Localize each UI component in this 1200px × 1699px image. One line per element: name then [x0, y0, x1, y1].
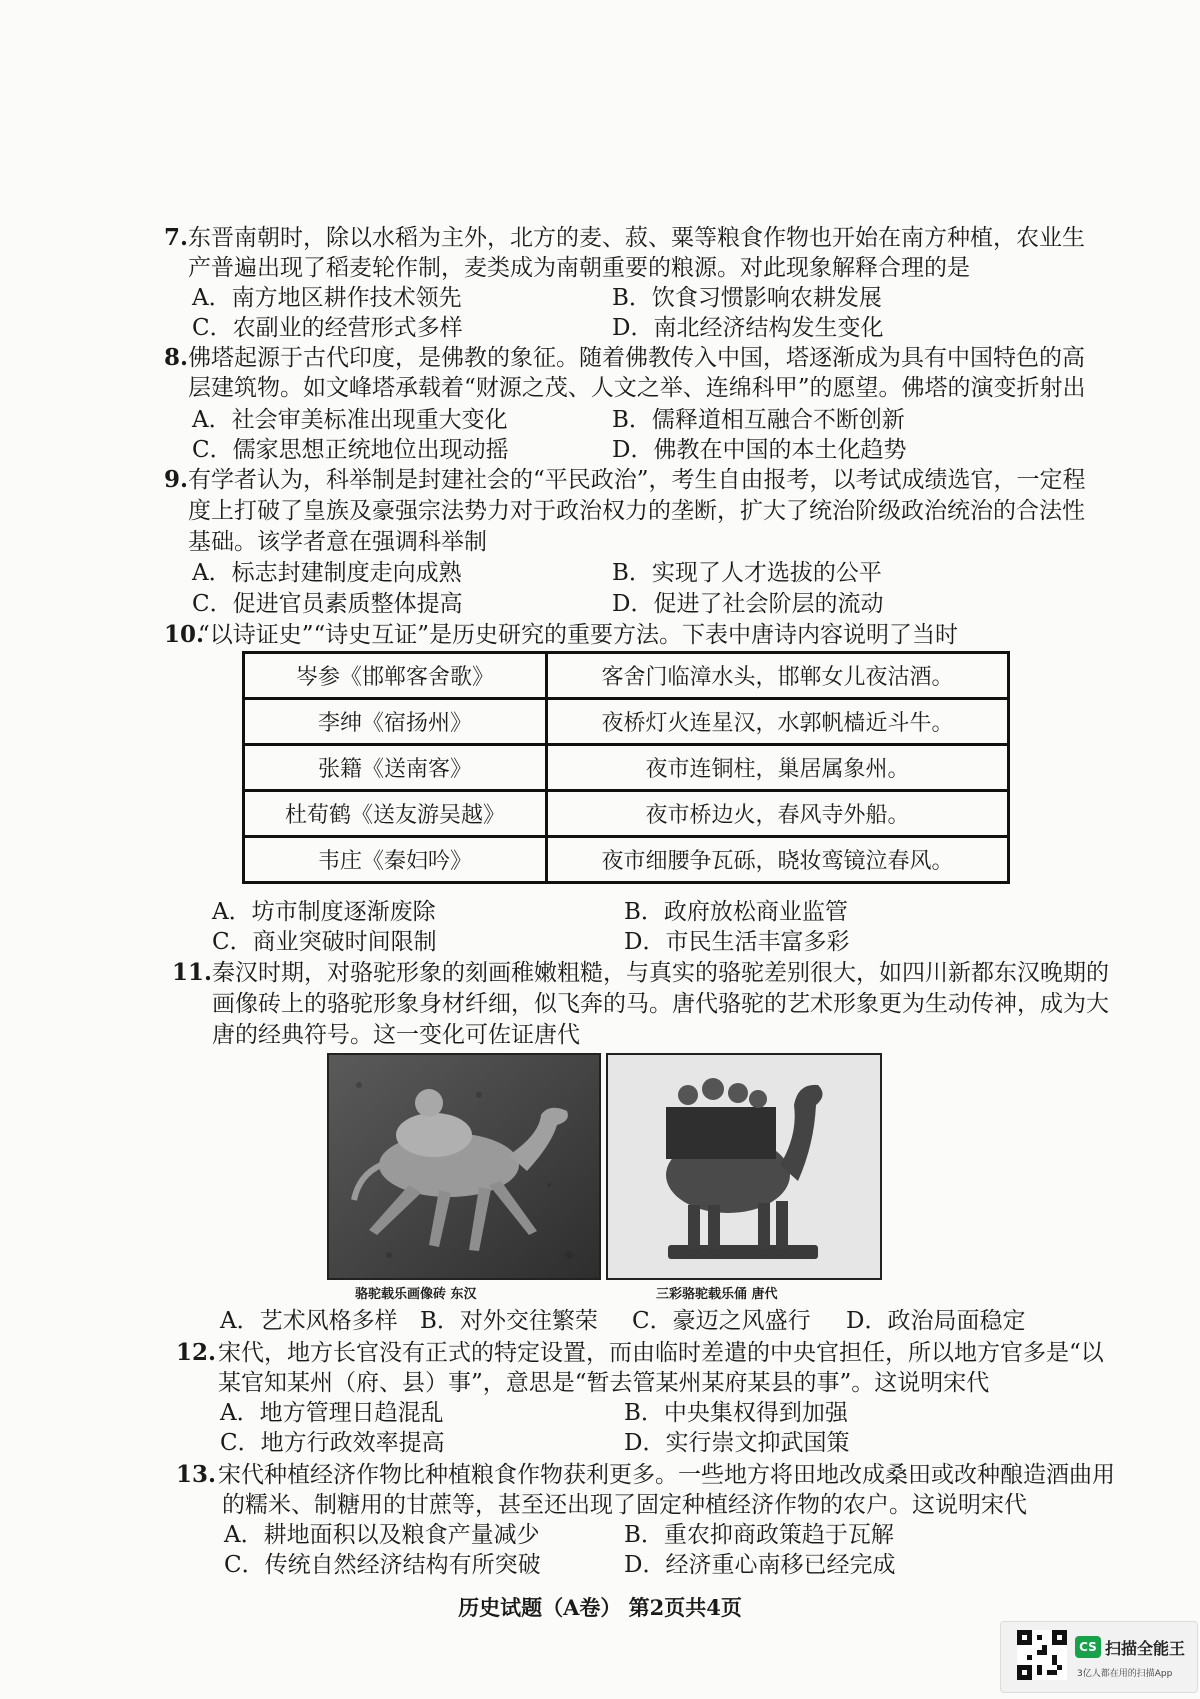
option-a: A．坊市制度逐渐废除 — [212, 899, 436, 925]
poem-source: 杜荀鹤《送友游吴越》 — [244, 791, 547, 837]
option-b: B．儒释道相互融合不断创新 — [612, 407, 905, 433]
table-row — [244, 653, 1009, 699]
poem-source: 李绅《宿扬州》 — [244, 699, 547, 745]
question-number: 10. — [164, 621, 205, 648]
question-number: 9. — [164, 466, 189, 493]
option-c: C．豪迈之风盛行 — [632, 1308, 811, 1334]
option-d: D．政治局面稳定 — [846, 1308, 1026, 1334]
poem-verse: 夜市连铜柱，巢居属象州。 — [547, 745, 1009, 791]
question-stem-line: 东晋南朝时，除以水稻为主外，北方的麦、菽、粟等粮食作物也开始在南方种植，农业生 — [188, 225, 1085, 251]
option-a: A．社会审美标准出现重大变化 — [192, 407, 508, 433]
scanner-watermark — [1000, 1621, 1198, 1693]
option-a: A．南方地区耕作技术领先 — [192, 285, 462, 311]
poem-table — [242, 651, 1010, 884]
question-number: 7. — [164, 224, 189, 251]
question-stem-line: 宋代，地方长官没有正式的特定设置，而由临时差遣的中央官担任，所以地方官多是“以 — [218, 1340, 1104, 1366]
option-d: D．经济重心南移已经完成 — [624, 1552, 896, 1578]
question-stem-line: 秦汉时期，对骆驼形象的刻画稚嫩粗糙，与真实的骆驼差别很大，如四川新都东汉晚期的 — [212, 960, 1109, 986]
question-number: 11. — [172, 959, 213, 986]
watermark-title: 扫描全能王 — [1105, 1639, 1186, 1658]
question-stem-line: “以诗证史”“诗史互证”是历史研究的重要方法。下表中唐诗内容说明了当时 — [198, 622, 959, 648]
poem-source: 韦庄《秦妇吟》 — [244, 837, 547, 883]
page-footer: 历史试题（A卷） 第2页共4页 — [458, 1595, 742, 1620]
poem-verse: 夜市桥边火，春风寺外船。 — [547, 791, 1009, 837]
question-stem-line: 唐的经典符号。这一变化可佐证唐代 — [212, 1022, 580, 1048]
table-row — [244, 791, 1009, 837]
qr-code-icon — [1017, 1630, 1067, 1680]
question-stem-line: 度上打破了皇族及豪强宗法势力对于政治权力的垄断，扩大了统治阶级政治统治的合法性 — [188, 498, 1085, 524]
option-b: B．对外交往繁荣 — [420, 1308, 598, 1334]
option-a: A．艺术风格多样 — [220, 1308, 398, 1334]
option-c: C．地方行政效率提高 — [220, 1430, 445, 1456]
option-a: A．地方管理日趋混乱 — [220, 1400, 444, 1426]
question-stem-line: 佛塔起源于古代印度，是佛教的象征。随着佛教传入中国，塔逐渐成为具有中国特色的高 — [188, 345, 1085, 371]
watermark-subtitle: 3亿人都在用的扫描App — [1077, 1669, 1173, 1679]
option-a: A．耕地面积以及粮食产量减少 — [224, 1522, 540, 1548]
poem-verse: 夜桥灯火连星汉，水郭帆樯近斗牛。 — [547, 699, 1009, 745]
han-camel-brick-image — [327, 1053, 601, 1280]
question-stem-line: 基础。该学者意在强调科举制 — [188, 529, 487, 555]
question-stem-line: 的糯米、制糖用的甘蔗等，甚至还出现了固定种植经济作物的农户。这说明宋代 — [222, 1492, 1027, 1518]
table-row — [244, 745, 1009, 791]
camscanner-logo-icon: CS — [1075, 1636, 1101, 1658]
option-b: B．实现了人才选拔的公平 — [612, 560, 882, 586]
option-d: D．促进了社会阶层的流动 — [612, 591, 884, 617]
option-c: C．促进官员素质整体提高 — [192, 591, 463, 617]
option-c: C．传统自然经济结构有所突破 — [224, 1552, 541, 1578]
option-c: C．农副业的经营形式多样 — [192, 315, 463, 341]
poem-verse: 夜市细腰争瓦砾，晓妆鸾镜泣春风。 — [547, 837, 1009, 883]
option-b: B．饮食习惯影响农耕发展 — [612, 285, 882, 311]
option-d: D．市民生活丰富多彩 — [624, 929, 850, 955]
option-d: D．实行崇文抑武国策 — [624, 1430, 850, 1456]
question-number: 13. — [176, 1461, 217, 1488]
option-b: B．中央集权得到加强 — [624, 1400, 848, 1426]
question-stem-line: 层建筑物。如文峰塔承载着“财源之茂、人文之举、连绵科甲”的愿望。佛塔的演变折射出 — [188, 375, 1086, 401]
question-stem-line: 画像砖上的骆驼形象身材纤细，似飞奔的马。唐代骆驼的艺术形象更为生动传神，成为大 — [212, 991, 1109, 1017]
option-b: B．政府放松商业监管 — [624, 899, 848, 925]
image-caption: 骆驼载乐画像砖 东汉 — [355, 1287, 477, 1302]
question-stem-line: 某官知某州（府、县）事”，意思是“暂去管某州某府某县的事”。这说明宋代 — [218, 1370, 990, 1396]
option-d: D．南北经济结构发生变化 — [612, 315, 884, 341]
option-c: C．儒家思想正统地位出现动摇 — [192, 437, 509, 463]
option-c: C．商业突破时间限制 — [212, 929, 437, 955]
poem-source: 岑参《邯郸客舍歌》 — [244, 653, 547, 699]
table-row — [244, 837, 1009, 883]
poem-verse: 客舍门临漳水头，邯郸女儿夜沽酒。 — [547, 653, 1009, 699]
poem-source: 张籍《送南客》 — [244, 745, 547, 791]
question-number: 12. — [176, 1339, 217, 1366]
question-stem-line: 产普遍出现了稻麦轮作制，麦类成为南朝重要的粮源。对此现象解释合理的是 — [188, 255, 970, 281]
image-caption: 三彩骆驼载乐俑 唐代 — [656, 1287, 778, 1302]
question-number: 8. — [164, 344, 189, 371]
option-d: D．佛教在中国的本土化趋势 — [612, 437, 907, 463]
option-b: B．重农抑商政策趋于瓦解 — [624, 1522, 894, 1548]
table-row — [244, 699, 1009, 745]
question-stem-line: 有学者认为，科举制是封建社会的“平民政治”，考生自由报考，以考试成绩选官，一定程 — [188, 467, 1086, 493]
option-a: A．标志封建制度走向成熟 — [192, 560, 462, 586]
tang-sancai-camel-image — [606, 1053, 882, 1280]
question-stem-line: 宋代种植经济作物比种植粮食作物获利更多。一些地方将田地改成桑田或改种酿造酒曲用 — [218, 1462, 1115, 1488]
